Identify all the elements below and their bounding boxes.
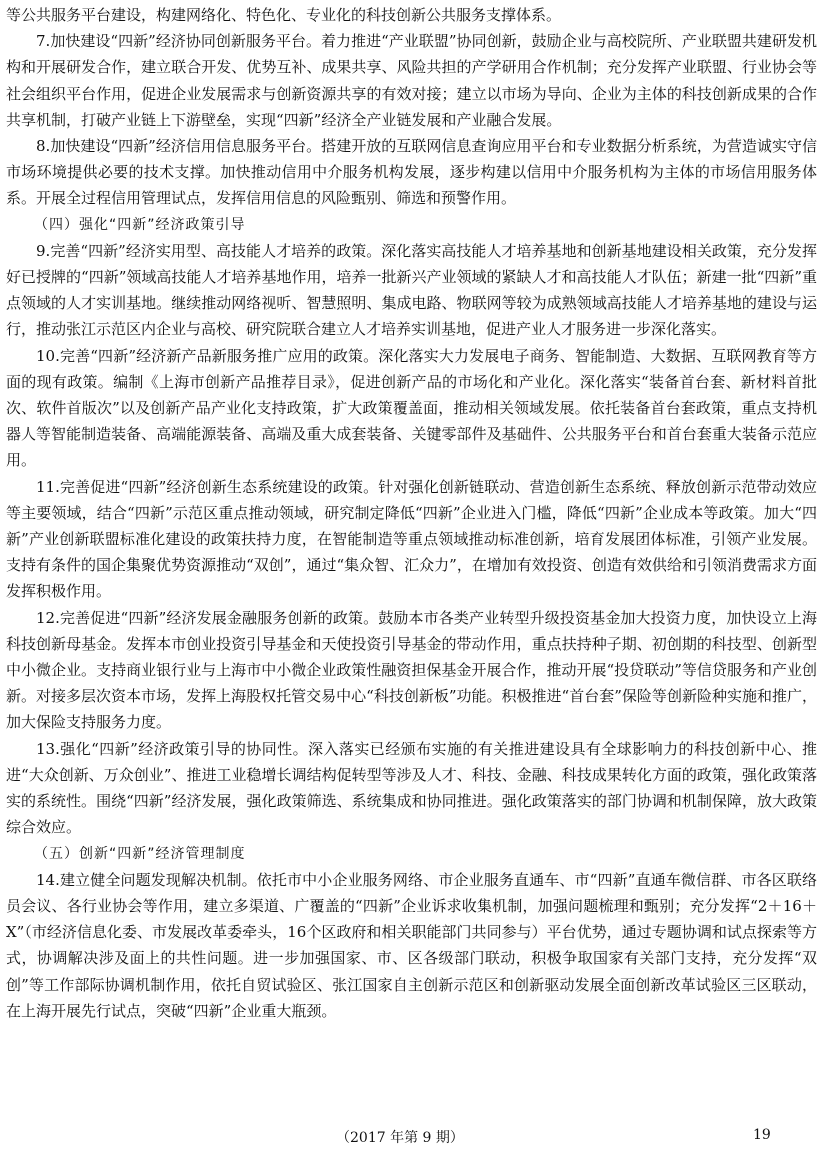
paragraph-item-11: 11.完善促进“四新”经济创新生态系统建设的政策。针对强化创新链联动、营造创新生态系统、释放创新示范带动效应等主要领域，结合“四新”示范区重点推动领域，研究制定降低“四新”企业进入门槛，降低“四新”企业成本等政策。加大“四新”产业创新联盟标准化建设的政策扶持力度，在智能制造等重点领域推动标准创新，培育发展团体标准，引领产业发展。支持有条件的国企集聚优势资源推动“双创”，通过“集众智、汇众力”，在增加有效投资、创造有效供给和引领消费需求方面发挥积极作用。 <box>6 477 817 601</box>
paragraph-continuation: 等公共服务平台建设，构建网络化、特色化、专业化的科技创新公共服务支撑体系。 <box>6 6 562 24</box>
paragraph-item-9: 9.完善“四新”经济实用型、高技能人才培养的政策。深化落实高技能人才培养基地和创新基地建设相关政策，充分发挥好已授牌的“四新”领域高技能人才培养基地作用，培养一批新兴产业领域的紧缺人才和高技能人才队伍；新建一批“四新”重点领域的人才实训基地。继续推动网络视听、智慧照明、集成电路、物联网等较为成熟领域高技能人才培养基地的建设与运行，推动张江示范区内企业与高校、研究院联合建立人才培养实训基地，促进产业人才服务进一步深化落实。 <box>6 241 817 339</box>
paragraph-item-12: 12.完善促进“四新”经济发展金融服务创新的政策。鼓励本市各类产业转型升级投资基金加大投资力度，加快设立上海科技创新母基金。发挥本市创业投资引导基金和天使投资引导基金的带动作用，重点扶持种子期、初创期的科技型、创新型中小微企业。支持商业银行业与上海市中小微企业政策性融资担保基金开展合作，推动开展“投贷联动”等信贷服务和产业创新。对接多层次资本市场，发挥上海股权托管交易中心“科技创新板”功能。积极推进“首台套”保险等创新险种实施和推广，加大保险支持服务力度。 <box>6 608 817 732</box>
section-heading-5: （五）创新“四新”经济管理制度 <box>34 845 246 862</box>
paragraph-item-13: 13.强化“四新”经济政策引导的协同性。深入落实已经颁布实施的有关推进建设具有全球影响力的科技创新中心、推进“大众创新、万众创业”、推进工业稳增长调结构促转型等涉及人才、科技、金融、科技成果转化方面的政策，强化政策落实的系统性。围绕“四新”经济发展，强化政策筛选、系统集成和协同推进。强化政策落实的部门协调和机制保障，放大政策综合效应。 <box>6 739 817 837</box>
page-number: 19 <box>753 1127 771 1143</box>
document-page <box>6 2 817 1024</box>
paragraph-item-14: 14.建立健全问题发现解决机制。依托市中小企业服务网络、市企业服务直通车、市“四新”直通车微信群、市各区联络员会议、各行业协会等作用，建立多渠道、广覆盖的“四新”企业诉求收集机制，加强问题梳理和甄别；充分发挥“2＋16＋X”（市经济信息化委、市发展改革委牵头，16个区政府和相关职能部门共同参与）平台优势，通过专题协调和试点探索等方式，协调解决涉及面上的共性问题。进一步加强国家、市、区各级部门联动，积极争取国家有关部门支持，充分发挥“双创”等工作部际协调机制作用，依托自贸试验区、张江国家自主创新示范区和创新驱动发展全面创新改革试验区三区联动，在上海开展先行试点，突破“四新”企业重大瓶颈。 <box>6 870 817 1020</box>
issue-label: （2017 年第 9 期） <box>336 1130 464 1146</box>
section-heading-4: （四）强化“四新”经济政策引导 <box>34 216 246 233</box>
paragraph-item-8: 8.加快建设“四新”经济信用信息服务平台。搭建开放的互联网信息查询应用平台和专业数据分析系统，为营造诚实守信市场环境提供必要的技术支撑。加快推动信用中介服务机构发展，逐步构建以信用中介服务机构为主体的市场信用服务体系。开展全过程信用管理试点，发挥信用信息的风险甄别、筛选和预警作用。 <box>6 137 817 208</box>
page-footer <box>0 1127 827 1149</box>
paragraph-item-10: 10.完善“四新”经济新产品新服务推广应用的政策。深化落实大力发展电子商务、智能制造、大数据、互联网教育等方面的现有政策。编制《上海市创新产品推荐目录》，促进创新产品的市场化和产业化。深化落实“装备首台套、新材料首批次、软件首版次”以及创新产品产业化支持政策，扩大政策覆盖面，推动相关领域发展。依托装备首台套政策，重点支持机器人等智能制造装备、高端能源装备、高端及重大成套装备、关键零部件及基础件、公共服务平台和首台套重大装备示范应用。 <box>6 346 817 470</box>
paragraph-item-7: 7.加快建设“四新”经济协同创新服务平台。着力推进“产业联盟”协同创新，鼓励企业与高校院所、产业联盟共建研发机构和开展研发合作，建立联合开发、优势互补、成果共享、风险共担的产学研用合作机制；充分发挥产业联盟、行业协会等社会组织平台作用，促进企业发展需求与创新资源共享的有效对接；建立以市场为导向、企业为主体的科技创新成果的合作共享机制，打破产业链上下游壁垒，实现“四新”经济全产业链发展和产业融合发展。 <box>6 32 817 129</box>
